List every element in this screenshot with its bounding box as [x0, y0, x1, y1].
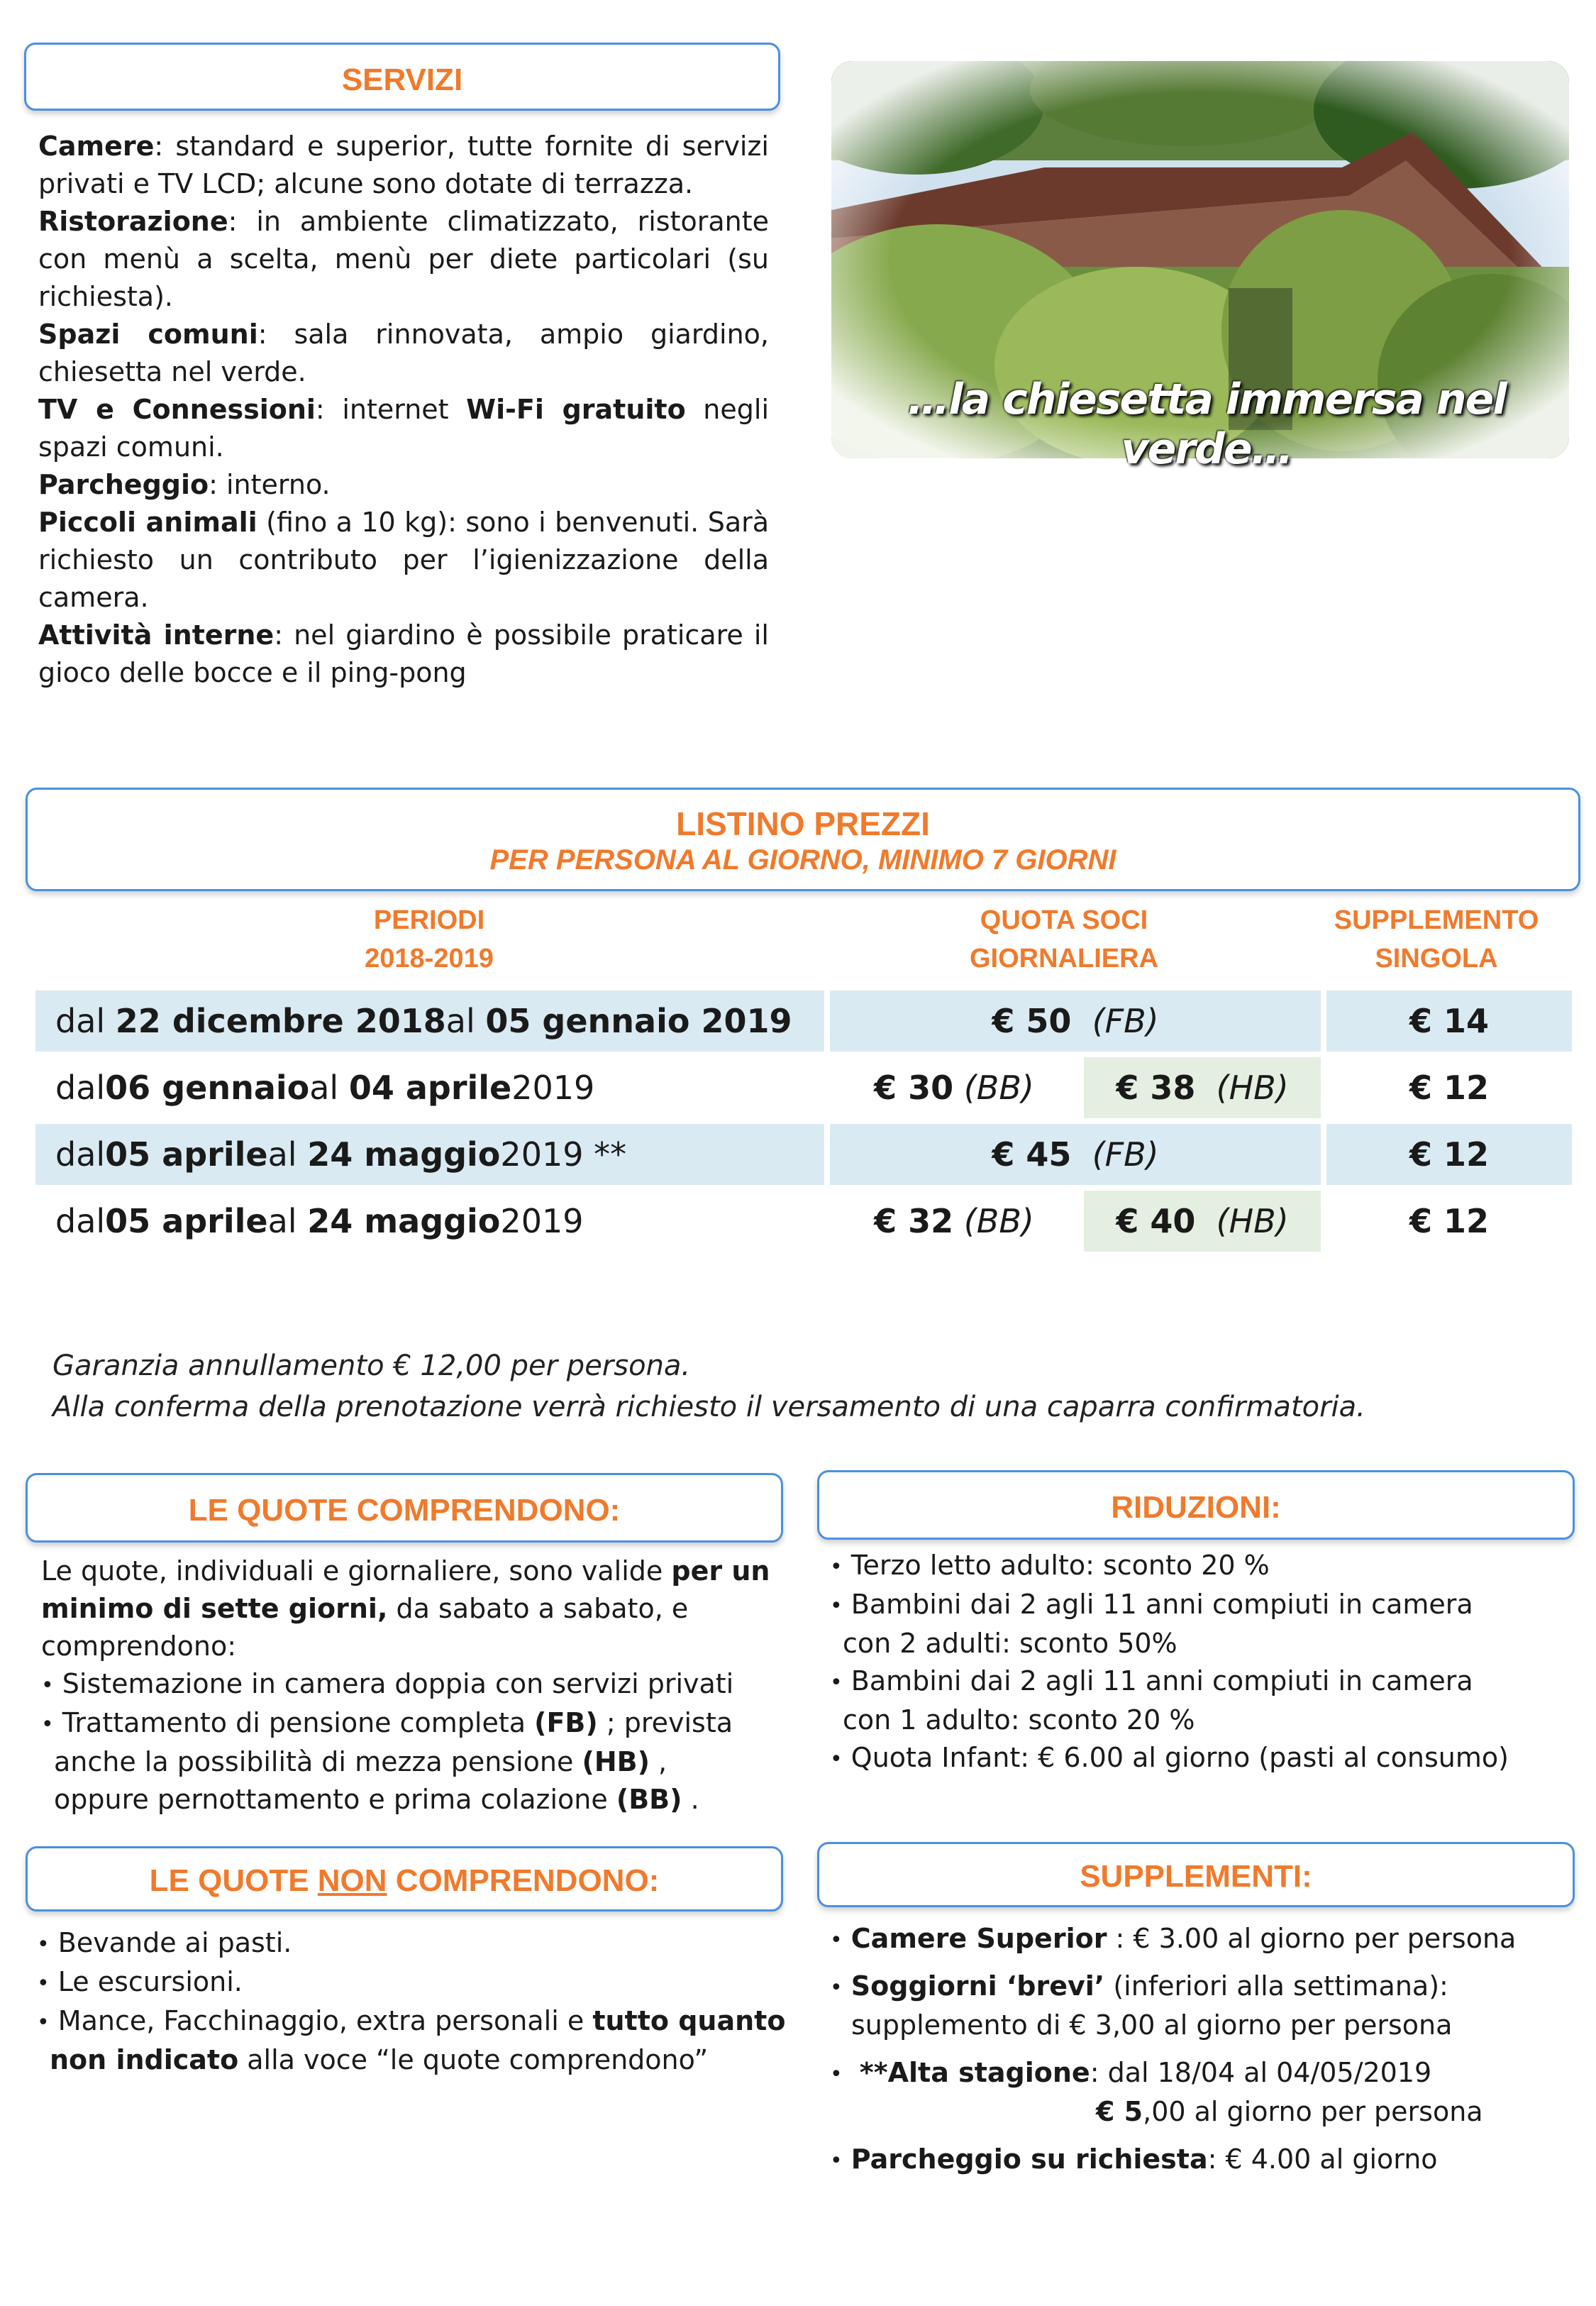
riduzioni-title-box [817, 1470, 1575, 1540]
list-item: • Sistemazione in camera doppia con servizi privati [41, 1668, 734, 1699]
row-supplemento: € 12 [1409, 1202, 1490, 1240]
list-item: • Quota Infant: € 6.00 al giorno (pasti al consumo) [830, 1742, 1509, 1773]
photo-caption: …la chiesetta immersa nel verde… [907, 375, 1506, 474]
list-item: • Parcheggio su richiesta: € 4.00 al giorno [830, 2144, 1438, 2175]
list-item: • **Alta stagione: dal 18/04 al 04/05/2019 [830, 2057, 1432, 2088]
servizi-item-attivita: Attività interne: nel giardino è possibile praticare il gioco delle bocce e il ping-pong [38, 619, 769, 688]
row-period: dal 06 gennaio al 04 aprile 2019 [55, 1069, 595, 1107]
servizi-text [38, 128, 769, 692]
list-item: • Trattamento di pensione completa (FB) ; prevista [41, 1707, 733, 1738]
supplementi-title: SUPPLEMENTI: [1080, 1859, 1312, 1894]
note-caparra: Alla conferma della prenotazione verrà richiesto il versamento di una caparra confirmatoria. [52, 1391, 1365, 1423]
supplementi-title-box [817, 1842, 1575, 1907]
col-head-periodi: PERIODI 2018-2019 [365, 905, 494, 973]
servizi-item-tv: TV e Connessioni: internet Wi-Fi gratuito negli spazi comuni. [38, 394, 769, 463]
servizi-item-spazi: Spazi comuni: sala rinnovata, ampio giardino, chiesetta nel verde. [38, 319, 769, 387]
col-head-quota: QUOTA SOCI GIORNALIERA [970, 905, 1158, 973]
list-item: • Bambini dai 2 agli 11 anni compiuti in camera [830, 1589, 1473, 1620]
non-comprendono-title: LE QUOTE NON COMPRENDONO: [149, 1863, 660, 1898]
row-quota-bb: € 30 (BB) [874, 1069, 1034, 1107]
list-item: • Bevande ai pasti. [37, 1927, 292, 1958]
comprendono-title: LE QUOTE COMPRENDONO: [188, 1493, 621, 1528]
servizi-item-camere: Camere: standard e superior, tutte fornite di servizi privati e TV LCD; alcune sono dotate di terrazza. [38, 131, 769, 199]
price-row-3 [35, 1124, 1572, 1185]
list-item: • Le escursioni. [37, 1966, 243, 1997]
servizi-item-animali: Piccoli animali (fino a 10 kg): sono i benvenuti. Sarà richiesto un contributo per l’igienizzazione della camera. [38, 507, 770, 613]
row-quota-hb: € 38 (HB) [1084, 1057, 1321, 1118]
comprendono-title-box [26, 1473, 783, 1543]
note-garanzia: Garanzia annullamento € 12,00 per persona. [52, 1350, 691, 1382]
listino-title: LISTINO PREZZI [676, 805, 930, 842]
col-head-supplemento: SUPPLEMENTO SINGOLA [1334, 905, 1539, 973]
row-quota-bb: € 32 (BB) [874, 1202, 1034, 1240]
riduzioni-title: RIDUZIONI: [1111, 1490, 1281, 1525]
row-quota-hb: € 40 (HB) [1084, 1191, 1321, 1252]
row-period: dal 05 aprile al 24 maggio 2019 ** [35, 1124, 824, 1185]
servizi-title-box [24, 43, 780, 111]
row-period: dal 05 aprile al 24 maggio 2019 [55, 1202, 584, 1240]
riduzioni-list: • Terzo letto adulto: sconto 20 % • Bambini dai 2 agli 11 anni compiuti in camera con 2 adulti: sconto 50% • Bambini dai 2 agli 11 anni compiuti in camera con 1 adulto: sconto 20 % • Quota Infant: € 6.00 al giorno (pasti al consumo) [830, 1547, 1509, 1778]
non-comprendono-list: • Bevande ai pasti. • Le escursioni. • Mance, Facchinaggio, extra personali e tutto quanto non indicato alla voce “le quote comprendono” [37, 1924, 785, 2079]
list-item: • Mance, Facchinaggio, extra personali e tutto quanto [37, 2005, 786, 2036]
listino-title-box [26, 788, 1580, 891]
row-supplemento: € 14 [1326, 991, 1572, 1052]
servizi-item-ristorazione: Ristorazione: in ambiente climatizzato, ristorante con menù a scelta, menù per diete particolari (su richiesta). [38, 206, 769, 312]
row-supplemento: € 12 [1409, 1069, 1490, 1107]
servizi-title: SERVIZI [341, 62, 463, 97]
row-supplemento: € 12 [1326, 1124, 1572, 1185]
servizi-item-parcheggio: Parcheggio: interno. [38, 469, 331, 500]
row-period: dal 22 dicembre 2018 al 05 gennaio 2019 [35, 991, 824, 1052]
list-item: • Camere Superior : € 3.00 al giorno per persona [830, 1923, 1517, 1954]
listino-subtitle: PER PERSONA AL GIORNO, MINIMO 7 GIORNI [489, 844, 1116, 876]
list-item: • Bambini dai 2 agli 11 anni compiuti in camera [830, 1665, 1473, 1697]
comprendono-list: Le quote, individuali e giornaliere, sono valide per un minimo di sette giorni, da sabato a sabato, e comprendono: • Sistemazione in camera doppia con servizi privati • Trattamento di pensione completa (FB) ; prevista anche la possibilità di mezza pensione (HB) , oppure pernottamento e prima colazione (BB) . [41, 1555, 770, 1815]
list-item: • Terzo letto adulto: sconto 20 % [830, 1550, 1270, 1581]
price-row-2 [35, 1057, 1572, 1118]
supplementi-list: • Camere Superior : € 3.00 al giorno per persona • Soggiorni ‘brevi’ (inferiori alla settimana): supplemento di € 3,00 al giorno per persona • **Alta stagione: dal 18/04 al 04/05/2019 € 5,00 al giorno per persona • Parcheggio su richiesta: € 4.00 al giorno [830, 1920, 1516, 2180]
list-item: • Soggiorni ‘brevi’ (inferiori alla settimana): [830, 1970, 1448, 2002]
row-quota-fb: € 50 (FB) [830, 991, 1321, 1052]
price-row-4 [35, 1191, 1572, 1252]
price-row-1 [35, 991, 1572, 1052]
non-comprendono-title-box [26, 1846, 783, 1911]
row-quota-fb: € 45 (FB) [830, 1124, 1321, 1185]
